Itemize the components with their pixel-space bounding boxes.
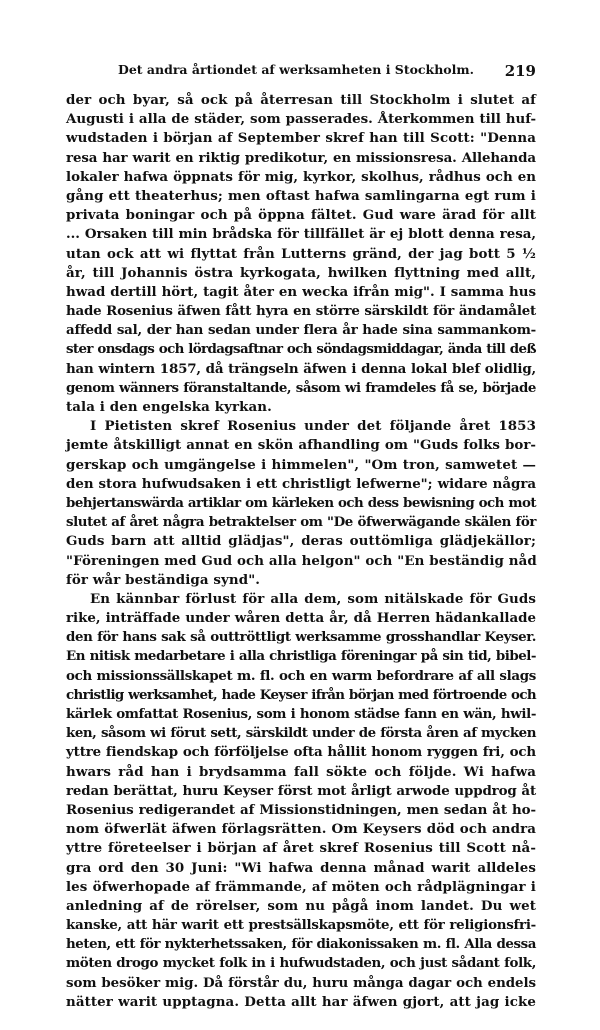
text-line: heten, ett för nykterhetssaken, för diakonissaken m. fl. Alla dessa	[66, 936, 536, 953]
paragraph-3	[66, 590, 536, 1012]
running-title: Det andra årtiondet af werksamheten i Stockholm.	[118, 62, 474, 77]
text-line: ... Orsaken till min brådska för tillfället är ej blott denna resa,	[66, 226, 536, 243]
text-line: kanske, att här warit ett prestsällskapsmöte, ett för religionsfri-	[66, 917, 536, 934]
text-line: yttre företeelser i början af året skref Rosenius till Scott nå-	[66, 840, 536, 857]
text-line: Guds barn att alltid glädjas", deras outtömliga glädjekällor;	[66, 533, 536, 550]
text-line: En nitisk medarbetare i alla christliga föreningar på sin tid, bibel-	[66, 648, 536, 665]
text-line: den för hans sak så outtröttligt werksamme grosshandlar Keyser.	[66, 629, 536, 646]
text-line: gerskap och umgängelse i himmelen", "Om tron, samwetet —	[66, 456, 536, 473]
text-line: ster onsdags och lördagsaftnar och söndagsmiddagar, ända till deß	[66, 341, 536, 358]
text-line: lokaler hafwa öppnats för mig, kyrkor, skolhus, rådhus och en	[66, 168, 536, 185]
text-line: nätter warit upptagna. Detta allt har äfwen gjort, att jag icke	[66, 993, 536, 1010]
text-line: hwad dertill hört, tagit åter en wecka ifrån mig". I samma hus	[66, 283, 536, 300]
text-line: "Föreningen med Gud och alla helgon" och "En beständig nåd	[66, 552, 537, 569]
text-line: En kännbar förlust för alla dem, som nitälskade för Guds	[90, 590, 536, 607]
text-line: möten drogo mycket folk in i hufwudstaden, och just sådant folk,	[66, 955, 536, 972]
text-line: behjertanswärda artiklar om kärleken och dess bewisning och mot	[66, 494, 536, 511]
paragraph-1	[66, 91, 536, 417]
text-line: I Pietisten skref Rosenius under det följande året 1853	[90, 418, 536, 435]
text-line: wudstaden i början af September skref han till Scott: "Denna	[66, 130, 536, 147]
paragraph-2	[66, 417, 536, 590]
text-line: les öfwerhopade af främmande, af möten och rådplägningar i	[66, 878, 536, 895]
text-line: affedd sal, der han sedan under flera år hade sina sammankom-	[66, 322, 536, 339]
running-header	[66, 62, 536, 82]
text-line: gra ord den 30 Juni: "Wi hafwa denna månad warit alldeles	[66, 859, 536, 876]
text-line: christlig werksamhet, hade Keyser ifrån början med förtroende och	[66, 686, 536, 703]
text-line: anledning af de rörelser, som nu pågå inom landet. Du wet	[66, 897, 536, 914]
text-line: resa har warit en riktig predikotur, en missionsresa. Allehanda	[66, 149, 536, 166]
text-line: för wår beständiga synd".	[66, 571, 261, 588]
text-line: privata boningar och på öppna fältet. Gud ware ärad för allt	[66, 207, 536, 224]
text-line: slutet af året några betraktelser om "De öfwerwägande skälen för	[66, 514, 536, 531]
text-line: som besöker mig. Då förstår du, huru många dagar och endels	[66, 974, 536, 991]
text-line: hwars råd han i brydsamma fall sökte och följde. Wi hafwa	[66, 763, 536, 780]
text-line: år, till Johannis östra kyrkogata, hwilken flyttning med allt,	[66, 264, 536, 281]
text-line: redan berättat, huru Keyser först mot årligt arwode uppdrog åt	[66, 782, 536, 799]
text-line: nom öfwerlät äfwen förlagsrätten. Om Keysers död och andra	[66, 821, 536, 838]
text-line: kärlek omfattat Rosenius, som i honom städse fann en wän, hwil-	[66, 706, 536, 722]
text-line: der och byar, så ock på återresan till Stockholm i slutet af	[66, 92, 536, 108]
text-line: och missionssällskapet m. fl. och en warm befordrare af all slags	[66, 667, 536, 684]
text-line: jemte åtskilligt annat en skön afhandling om "Guds folks bor-	[66, 437, 536, 454]
text-line: rike, inträffade under wåren detta år, då Herren hädankallade	[66, 610, 536, 627]
text-line: tala i den engelska kyrkan.	[66, 399, 272, 415]
text-line: hade Rosenius äfwen fått hyra en större särskildt för ändamålet	[66, 303, 536, 320]
text-line: yttre fiendskap och förföljelse ofta hållit honom ryggen fri, och	[66, 744, 536, 761]
text-line: den stora hufwudsaken i ett christligt lefwerne"; widare några	[66, 475, 536, 492]
text-line: gång ett theaterhus; men oftast hafwa samlingarna egt rum i	[66, 187, 536, 204]
text-line: genom wänners föranstaltande, såsom wi framdeles få se, började	[66, 379, 536, 396]
body-text	[66, 91, 536, 1012]
text-line: Augusti i alla de städer, som passerades. Återkommen till huf-	[66, 111, 536, 128]
page-number: 219	[504, 62, 536, 80]
text-line: ken, såsom wi förut sett, särskildt under de första åren af mycken	[66, 725, 536, 742]
text-line: utan ock att wi flyttat från Lutterns gränd, der jag bott 5 ½	[66, 245, 536, 262]
text-line: han wintern 1857, då trängseln äfwen i denna lokal blef olidlig,	[66, 360, 536, 377]
text-line: Rosenius redigerandet af Missionstidningen, men sedan åt ho-	[66, 801, 536, 818]
